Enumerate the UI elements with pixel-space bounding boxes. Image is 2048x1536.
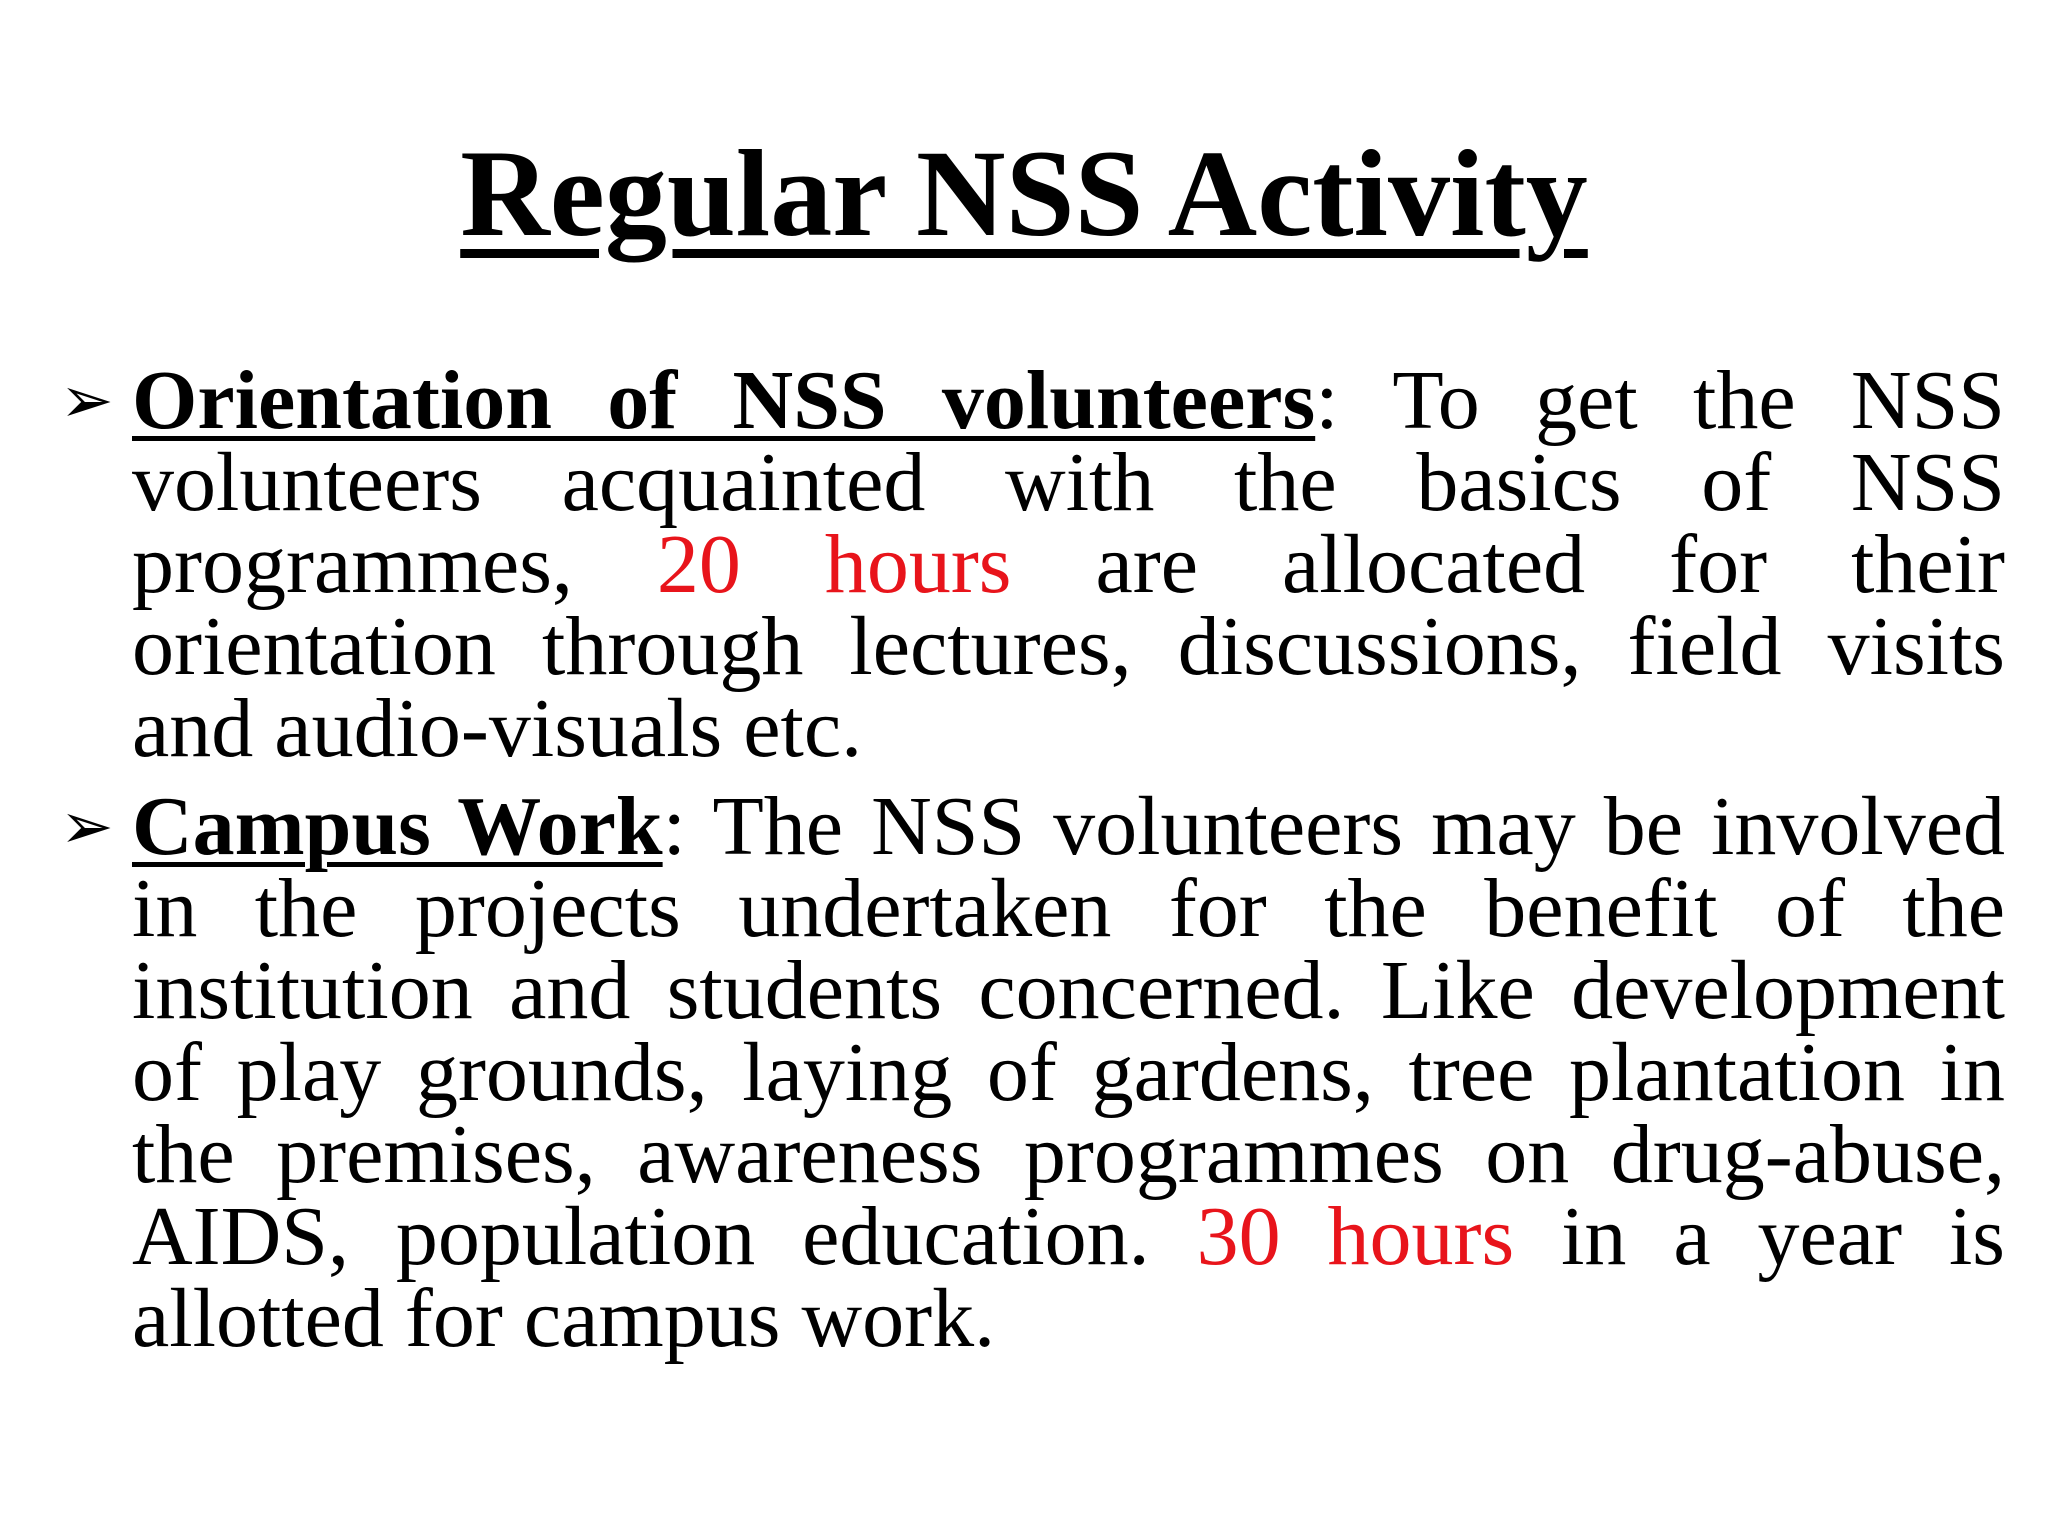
arrow-bullet-icon: ➢	[60, 790, 114, 864]
bullet-text-after: in a year is allotted for campus work.	[132, 1190, 2005, 1365]
bullet-campus-work	[60, 780, 2005, 1365]
bullet-text-before: The NSS volunteers may be involved in the projects undertaken for the benefit of the institution and students concerned. Like development of play grounds, laying of gardens, tree plantation in the premises, awareness programmes on drug-abuse, AIDS, population education.	[132, 780, 2005, 1283]
slide-title	[0, 126, 2048, 262]
bullet-list	[60, 354, 2005, 1376]
bullet-highlight-hours: 30 hours	[1196, 1190, 1515, 1283]
bullet-highlight-hours: 20 hours	[656, 518, 1012, 611]
bullet-term: Orientation of NSS volunteers	[132, 354, 1316, 447]
bullet-text-before: To get the NSS volunteers acquainted with the basics of NSS programmes,	[132, 354, 2005, 611]
bullet-orientation	[60, 354, 2005, 775]
bullet-separator: :	[662, 780, 686, 873]
bullet-term: Campus Work	[132, 780, 663, 873]
arrow-bullet-icon: ➢	[60, 364, 114, 438]
bullet-separator: :	[1315, 354, 1339, 447]
slide-title-text: Regular NSS Activity	[460, 125, 1588, 262]
bullet-text-after: are allocated for their orientation through lectures, discussions, field visits and audio-visuals etc.	[132, 518, 2005, 775]
